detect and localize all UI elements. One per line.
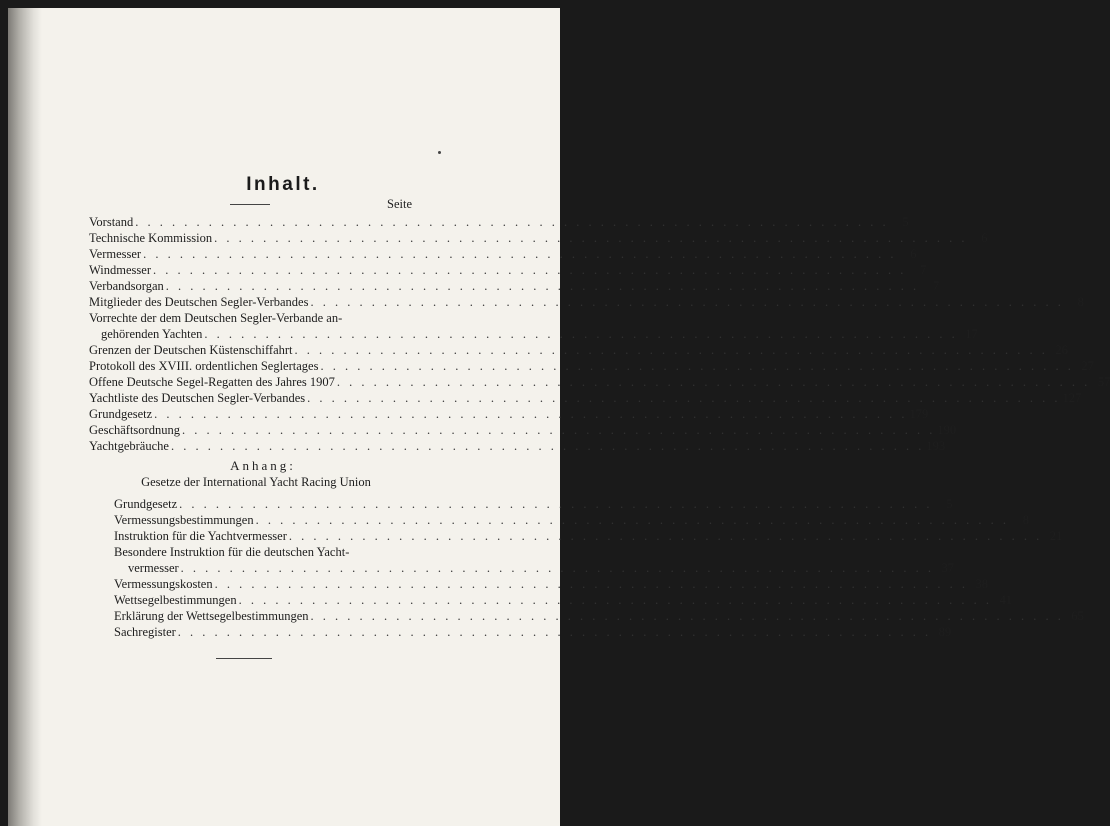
toc-entry-page: 193 [926,439,946,453]
appendix-entry-page: 21 [1049,529,1063,543]
toc-entry-page: 7 [932,279,940,293]
toc-leader: . . . . . . . . . . . . . . . . . . . . . . . . . . . . . . . . . . . . . . . . . . . . . . . . . . . . . . . . . . . . . . [154,407,908,421]
toc-leader: . . . . . . . . . . . . . . . . . . . . . . . . . . . . . . . . . . . . . . . . . . . . . . . . . . . . . . . . . . . . . . [310,609,1064,623]
toc-entry-page: 6 [910,247,917,261]
toc-entry-page: 7 [920,263,927,277]
toc-entry-label: Verbandsorgan [89,279,164,293]
toc-entry [89,230,988,246]
page-column-header: Seite [387,197,412,211]
appendix-entry [114,528,1063,544]
toc-entry-label: Windmesser [89,263,151,277]
toc-entry [89,214,909,230]
toc-entry-page: 57 [1097,375,1110,389]
appendix-entry-page: 8 [1022,513,1029,527]
appendix-entry-page: 41 [999,593,1012,607]
appendix-entry-label: Vermessungsbestimmungen [114,513,254,527]
toc-entry-page: 17 [965,327,978,341]
toc-entry-page: 179 [909,407,929,421]
toc-entry [89,246,917,262]
appendix-entry-label: Instruktion für die Yachtvermesser [114,529,287,543]
appendix-entry-label: Grundgesetz [114,497,178,511]
toc-entry [89,422,957,438]
toc-entry-label: Grenzen der Deutschen Küstenschiffahrt [89,343,293,357]
toc-entry [89,374,1110,390]
toc-entry-page: 127 [1062,391,1082,405]
appendix-subtitle: Gesetze der International Yacht Racing Union [141,475,371,489]
toc-entry-page: 5 [902,215,909,229]
toc-entry-page: 26 [1055,343,1068,357]
toc-entry-page: 8 [1077,295,1084,309]
toc-entry-label: Yachtgebräuche [89,439,169,453]
toc-leader: . . . . . . . . . . . . . . . . . . . . . . . . . . . . . . . . . . . . . . . . . . . . . . . . . . . . . . . . . . . . . . [165,279,920,293]
toc-entry [89,406,929,422]
toc-entry-label: Vorstand [89,215,134,229]
appendix-entry-page: 89 [938,625,952,639]
toc-entry [101,326,978,342]
appendix-entry-label: Sachregister [114,625,176,639]
page-speck [438,151,441,154]
appendix-entry-page: 5 [946,497,953,511]
appendix-entry [114,592,1012,608]
toc-entry [89,262,927,278]
toc-leader: . . . . . . . . . . . . . . . . . . . . . . . . . . . . . . . . . . . . . . . . . . . . . . . . . . . . . . . . . . . . . . [135,215,889,229]
toc-entry [89,278,940,294]
appendix-entry [114,576,988,592]
toc-entry-page: 27 [1081,359,1094,373]
page-title: Inhalt. [246,174,320,195]
appendix-entry [128,560,955,576]
appendix-heading: Anhang: [230,458,296,473]
appendix-entry-page: 65 [1071,609,1084,623]
appendix-entry [114,544,404,560]
appendix-entry-label: Wettsegelbestimmungen [114,593,237,607]
toc-leader: . . . . . . . . . . . . . . . . . . . . . . . . . . . . . . . . . . . . . . . . . . . . . . . . . . . . . . . . . . . . . . [294,343,1048,357]
toc-leader: . . . . . . . . . . . . . . . . . . . . . . . . . . . . . . . . . . . . . . . . . . . . . . . . . . . . . . . . . . . . . . [310,295,1064,309]
book-page [8,8,1110,826]
toc-entry-label: Vermesser [89,247,142,261]
toc-entry-label: Technische Kommission [89,231,213,245]
toc-entry-page: 6 [981,231,988,245]
toc-entry-label: Protokoll des XVIII. ordentlichen Seglertages [89,359,319,373]
toc-entry [89,310,404,326]
toc-entry [89,294,1084,310]
toc-entry-page: 190 [937,423,957,437]
toc-entry-label: gehörenden Yachten [101,327,203,341]
toc-entry [89,390,1082,406]
toc-leader: . . . . . . . . . . . . . . . . . . . . . . . . . . . . . . . . . . . . . . . . . . . . . . . . . . . . . . . . . . . . . . [336,375,1091,389]
toc-leader: . . . . . . . . . . . . . . . . . . . . . . . . . . . . . . . . . . . . . . . . . . . . . . . . . . . . . . . . . . . . . . [143,247,897,261]
toc-entry-label: Geschäftsordnung [89,423,180,437]
appendix-entry [114,496,953,512]
appendix-entry [114,624,952,640]
appendix-entry-page: 38 [975,577,988,591]
appendix-entry-label: Besondere Instruktion für die deutschen Yacht- [114,545,350,559]
toc-leader: . . . . . . . . . . . . . . . . . . . . . . . . . . . . . . . . . . . . . . . . . . . . . . . . . . . . . . . . . . . . . . [238,593,992,607]
toc-leader: . . . . . . . . . . . . . . . . . . . . . . . . . . . . . . . . . . . . . . . . . . . . . . . . . . . . . . . . . . . . . . [170,439,925,453]
toc-leader: . . . . . . . . . . . . . . . . . . . . . . . . . . . . . . . . . . . . . . . . . . . . . . . . . . . . . . . . . . . . . . [177,625,932,639]
toc-leader: . . . . . . . . . . . . . . . . . . . . . . . . . . . . . . . . . . . . . . . . . . . . . . . . . . . . . . . . . . . . . . [255,513,1009,527]
toc-entry-label: Offene Deutsche Segel-Regatten des Jahres 1907 [89,375,335,389]
toc-entry [89,342,1068,358]
appendix-entry [114,512,1029,528]
toc-leader: . . . . . . . . . . . . . . . . . . . . . . . . . . . . . . . . . . . . . . . . . . . . . . . . . . . . . . . . . . . . . . [214,577,968,591]
appendix-entry-page: 37 [941,561,955,575]
toc-entry-label: Mitglieder des Deutschen Segler-Verbandes [89,295,309,309]
toc-leader: . . . . . . . . . . . . . . . . . . . . . . . . . . . . . . . . . . . . . . . . . . . . . . . . . . . . . . . . . . . . . . [180,561,935,575]
toc-entry-label: Yachtliste des Deutschen Segler-Verbandes [89,391,306,405]
appendix-entry [114,608,1084,624]
toc-leader: . . . . . . . . . . . . . . . . . . . . . . . . . . . . . . . . . . . . . . . . . . . . . . . . . . . . . . . . . . . . . . [307,391,1061,405]
toc-leader: . . . . . . . . . . . . . . . . . . . . . . . . . . . . . . . . . . . . . . . . . . . . . . . . . . . . . . . . . . . . . . [288,529,1043,543]
title-rule [230,204,270,205]
appendix-entry-label: vermesser [128,561,179,575]
toc-entry-label: Grundgesetz [89,407,153,421]
toc-leader: . . . . . . . . . . . . . . . . . . . . . . . . . . . . . . . . . . . . . . . . . . . . . . . . . . . . . . . . . . . . . . [320,359,1074,373]
toc-entry [89,358,1094,374]
page-spine-shadow [8,8,42,826]
toc-leader: . . . . . . . . . . . . . . . . . . . . . . . . . . . . . . . . . . . . . . . . . . . . . . . . . . . . . . . . . . . . . . [181,423,936,437]
closing-rule [216,658,272,659]
appendix-entry-label: Vermessungskosten [114,577,213,591]
toc-leader: . . . . . . . . . . . . . . . . . . . . . . . . . . . . . . . . . . . . . . . . . . . . . . . . . . . . . . . . . . . . . . [179,497,933,511]
toc-entry [89,438,946,454]
toc-leader: . . . . . . . . . . . . . . . . . . . . . . . . . . . . . . . . . . . . . . . . . . . . . . . . . . . . . . . . . . . . . . [152,263,907,277]
toc-leader: . . . . . . . . . . . . . . . . . . . . . . . . . . . . . . . . . . . . . . . . . . . . . . . . . . . . . . . . . . . . . . [204,327,958,341]
toc-leader: . . . . . . . . . . . . . . . . . . . . . . . . . . . . . . . . . . . . . . . . . . . . . . . . . . . . . . . . . . . . . . [214,231,968,245]
appendix-entry-label: Erklärung der Wettsegelbestimmungen [114,609,309,623]
toc-entry-label: Vorrechte der dem Deutschen Segler-Verbande an- [89,311,343,325]
